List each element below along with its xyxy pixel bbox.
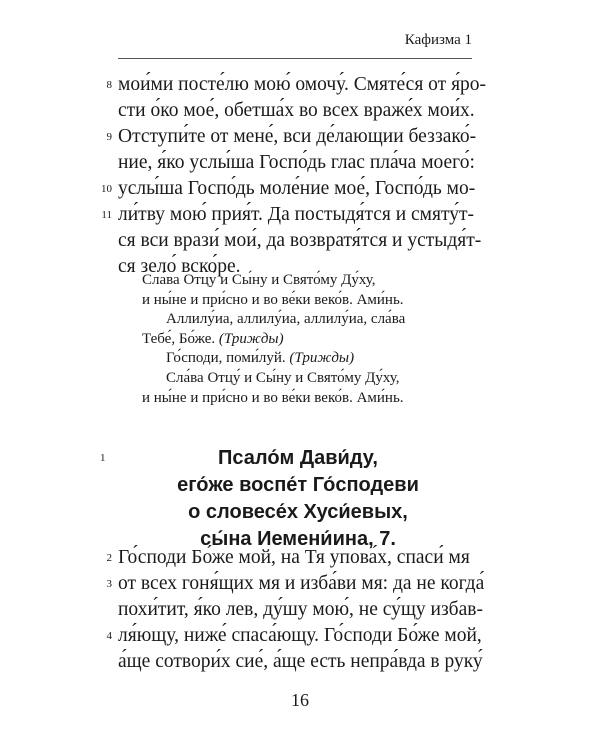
verse-number: 3 [106, 578, 112, 590]
verse-text: Отступи́те от мене́, вси де́лающии беззако́- [118, 126, 477, 147]
doxology-text: Тебе́, Бо́же. [142, 330, 219, 347]
verse-text: от всех гоня́щих мя и изба́ви мя: да не когда́ [118, 573, 485, 594]
text-line [106, 623, 482, 649]
verse-text: сти о́ко мое́, обетша́х во всех враже́х мои́х. [118, 100, 475, 121]
rubric: (Трижды) [218, 330, 284, 347]
text-line [101, 202, 478, 228]
rubric: (Трижды) [289, 350, 355, 367]
verses-bottom [106, 545, 485, 675]
verse-number: 1 [100, 452, 106, 464]
verse-number: 11 [101, 209, 112, 221]
verse-number: 9 [106, 131, 112, 143]
verse-text: ние, я́ко услы́ша Госпо́дь глас пла́ча моего́: [118, 152, 475, 173]
doxology-line: и ны́не и при́сно и во ве́ки веко́в. Ами́нь. [142, 389, 404, 406]
doxology-line: Сла́ва Отцу́ и Сы́ну и Свято́му Ду́ху, [166, 369, 400, 386]
text-line [118, 649, 483, 675]
text-line [106, 571, 485, 597]
doxology-line: Аллилу́иа, аллилу́иа, аллилу́иа, сла́ва [166, 311, 406, 328]
title-line: сы́на Иемени́ина, 7. [200, 528, 396, 550]
verse-text: ся вси врази́ мои́, да возвратя́тся и устыдя́т- [118, 230, 482, 251]
text-line [118, 228, 482, 254]
verse-number: 4 [106, 630, 112, 642]
page-number: 16 [291, 690, 309, 710]
text-line [101, 176, 478, 202]
text-line [118, 597, 483, 623]
text-line [106, 545, 478, 571]
verses-top [101, 72, 487, 280]
text-line [118, 98, 478, 124]
text-line [106, 124, 478, 150]
verse-text: а́ще сотвори́х сие́, а́ще есть непра́вда в руку́ [118, 651, 483, 672]
doxology-line: Сла́ва Отцу́ и Сы́ну и Свято́му Ду́ху, [142, 272, 376, 288]
doxology-line [142, 330, 405, 350]
running-title: Кафизма 1 [404, 32, 472, 48]
title-line: Псало́м Дави́ду, [218, 447, 378, 469]
title-line: его́же воспе́т Го́сподеви [177, 474, 419, 496]
verse-number: 10 [101, 183, 112, 195]
verse-text: услы́ша Госпо́дь моле́ние мое́, Госпо́дь мо- [118, 178, 476, 199]
verse-text: ся зело́ вско́ре. [118, 256, 241, 277]
text-line [118, 150, 478, 176]
verse-text: мои́ми посте́лю мою́ омочу́. Смяте́ся от я́ро- [118, 74, 487, 95]
verse-text: ля́ющу, ниже́ спаса́ющу. Го́споди Бо́же мой, [118, 625, 482, 646]
verse-text: ли́тву мою́ прия́т. Да постыдя́тся и смяту́т- [118, 204, 475, 225]
doxology-text: Го́споди, поми́луй. [166, 350, 290, 367]
verse-text: Го́споди Бо́же мой, на Тя упова́х, спаси́ мя [118, 547, 470, 568]
verse-number: 2 [106, 552, 112, 564]
doxology-line: и ны́не и при́сно и во ве́ки веко́в. Ами́нь. [142, 291, 404, 308]
verse-text: похи́тит, я́ко лев, ду́шу мою́, не су́щу избав- [118, 599, 483, 620]
header-rule [118, 58, 472, 59]
text-line [106, 72, 487, 98]
doxology [142, 271, 405, 408]
psalm-title [118, 445, 478, 553]
verse-number: 8 [106, 79, 112, 91]
doxology-line [142, 349, 405, 369]
title-line: о словесе́х Хуси́евых, [188, 501, 408, 523]
